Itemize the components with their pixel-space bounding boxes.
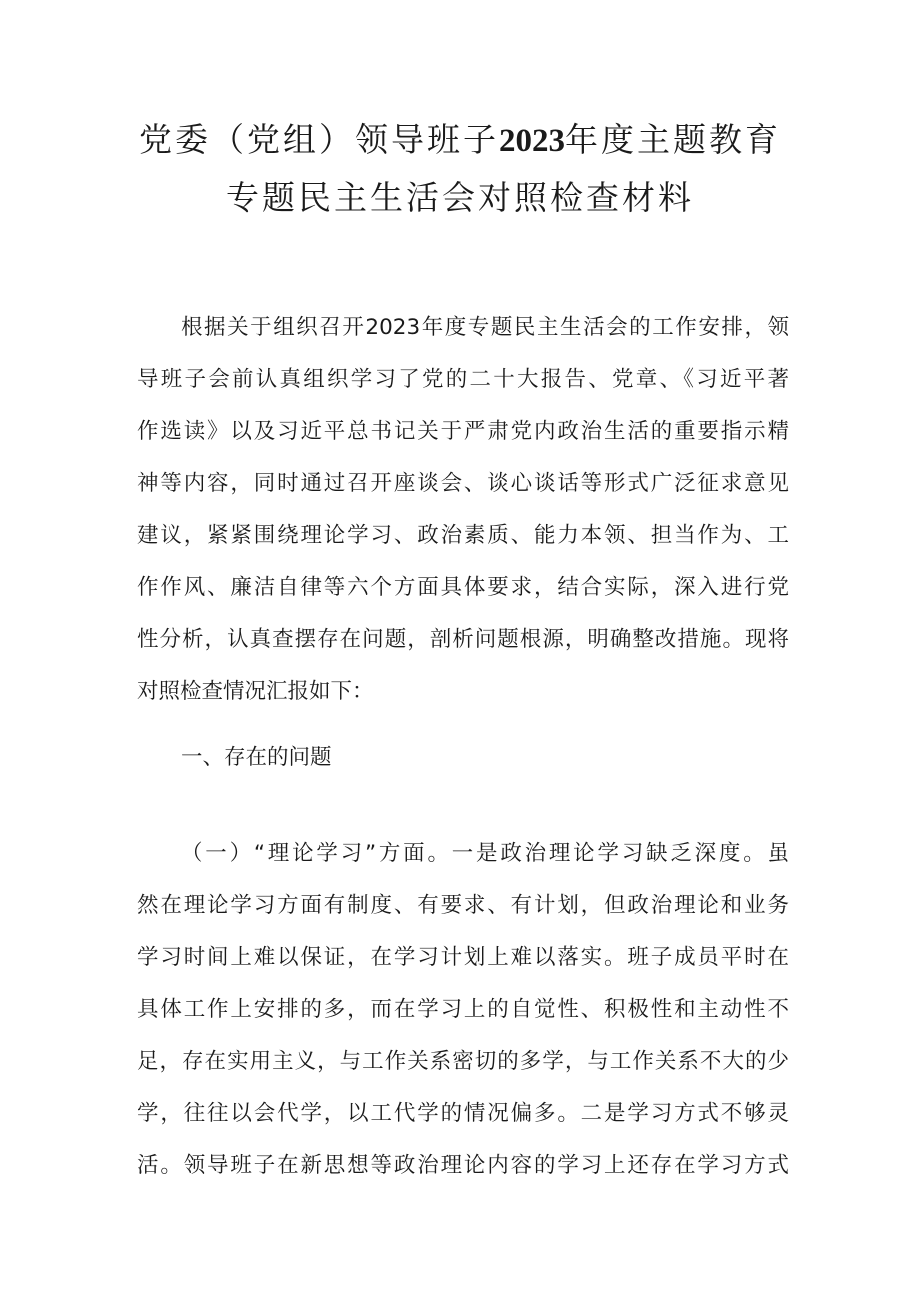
intro-paragraph xyxy=(137,302,789,718)
document-title-line-2: 专题民主生活会对照检查材料 xyxy=(226,178,694,217)
paragraph-line: 根据关于组织召开2023年度专题民主生活会的工作安排，领 xyxy=(181,315,789,340)
theory-study-paragraph xyxy=(137,828,789,1192)
paragraph-line: 学，往往以会代学，以工代学的情况偏多。二是学习方式不够灵 xyxy=(137,1101,789,1126)
title-year: 2023 xyxy=(499,123,565,159)
title-prefix: 党委（党组）领导班子 xyxy=(139,120,499,159)
title-suffix: 年度主题教育 xyxy=(565,120,781,159)
document-title-line-1 xyxy=(0,120,920,161)
paragraph-line: 具体工作上安排的多，而在学习上的自觉性、积极性和主动性不 xyxy=(137,997,789,1022)
paragraph-line: 性分析，认真查摆存在问题，剖析问题根源，明确整改措施。现将 xyxy=(137,627,789,652)
paragraph-line: 建议，紧紧围绕理论学习、政治素质、能力本领、担当作为、工 xyxy=(137,523,789,548)
paragraph-line: 作作风、廉洁自律等六个方面具体要求，结合实际，深入进行党 xyxy=(137,575,789,600)
paragraph-line: 活。领导班子在新思想等政治理论内容的学习上还存在学习方式 xyxy=(137,1153,789,1178)
paragraph-line: 作选读》以及习近平总书记关于严肃党内政治生活的重要指示精 xyxy=(137,419,789,444)
section-heading-problems xyxy=(137,732,789,784)
paragraph-line: 足，存在实用主义，与工作关系密切的多学，与工作关系不大的少 xyxy=(137,1049,789,1074)
paragraph-line: 对照检查情况汇报如下： xyxy=(137,679,374,704)
paragraph-line: （一）“理论学习”方面。一是政治理论学习缺乏深度。虽 xyxy=(181,841,789,866)
paragraph-line: 学习时间上难以保证，在学习计划上难以落实。班子成员平时在 xyxy=(137,945,789,970)
paragraph-line: 然在理论学习方面有制度、有要求、有计划，但政治理论和业务 xyxy=(137,893,789,918)
paragraph-line: 神等内容，同时通过召开座谈会、谈心谈话等形式广泛征求意见 xyxy=(137,471,789,496)
section-heading-text: 一、存在的问题 xyxy=(181,745,332,770)
paragraph-line: 导班子会前认真组织学习了党的二十大报告、党章、《习近平著 xyxy=(137,367,789,392)
